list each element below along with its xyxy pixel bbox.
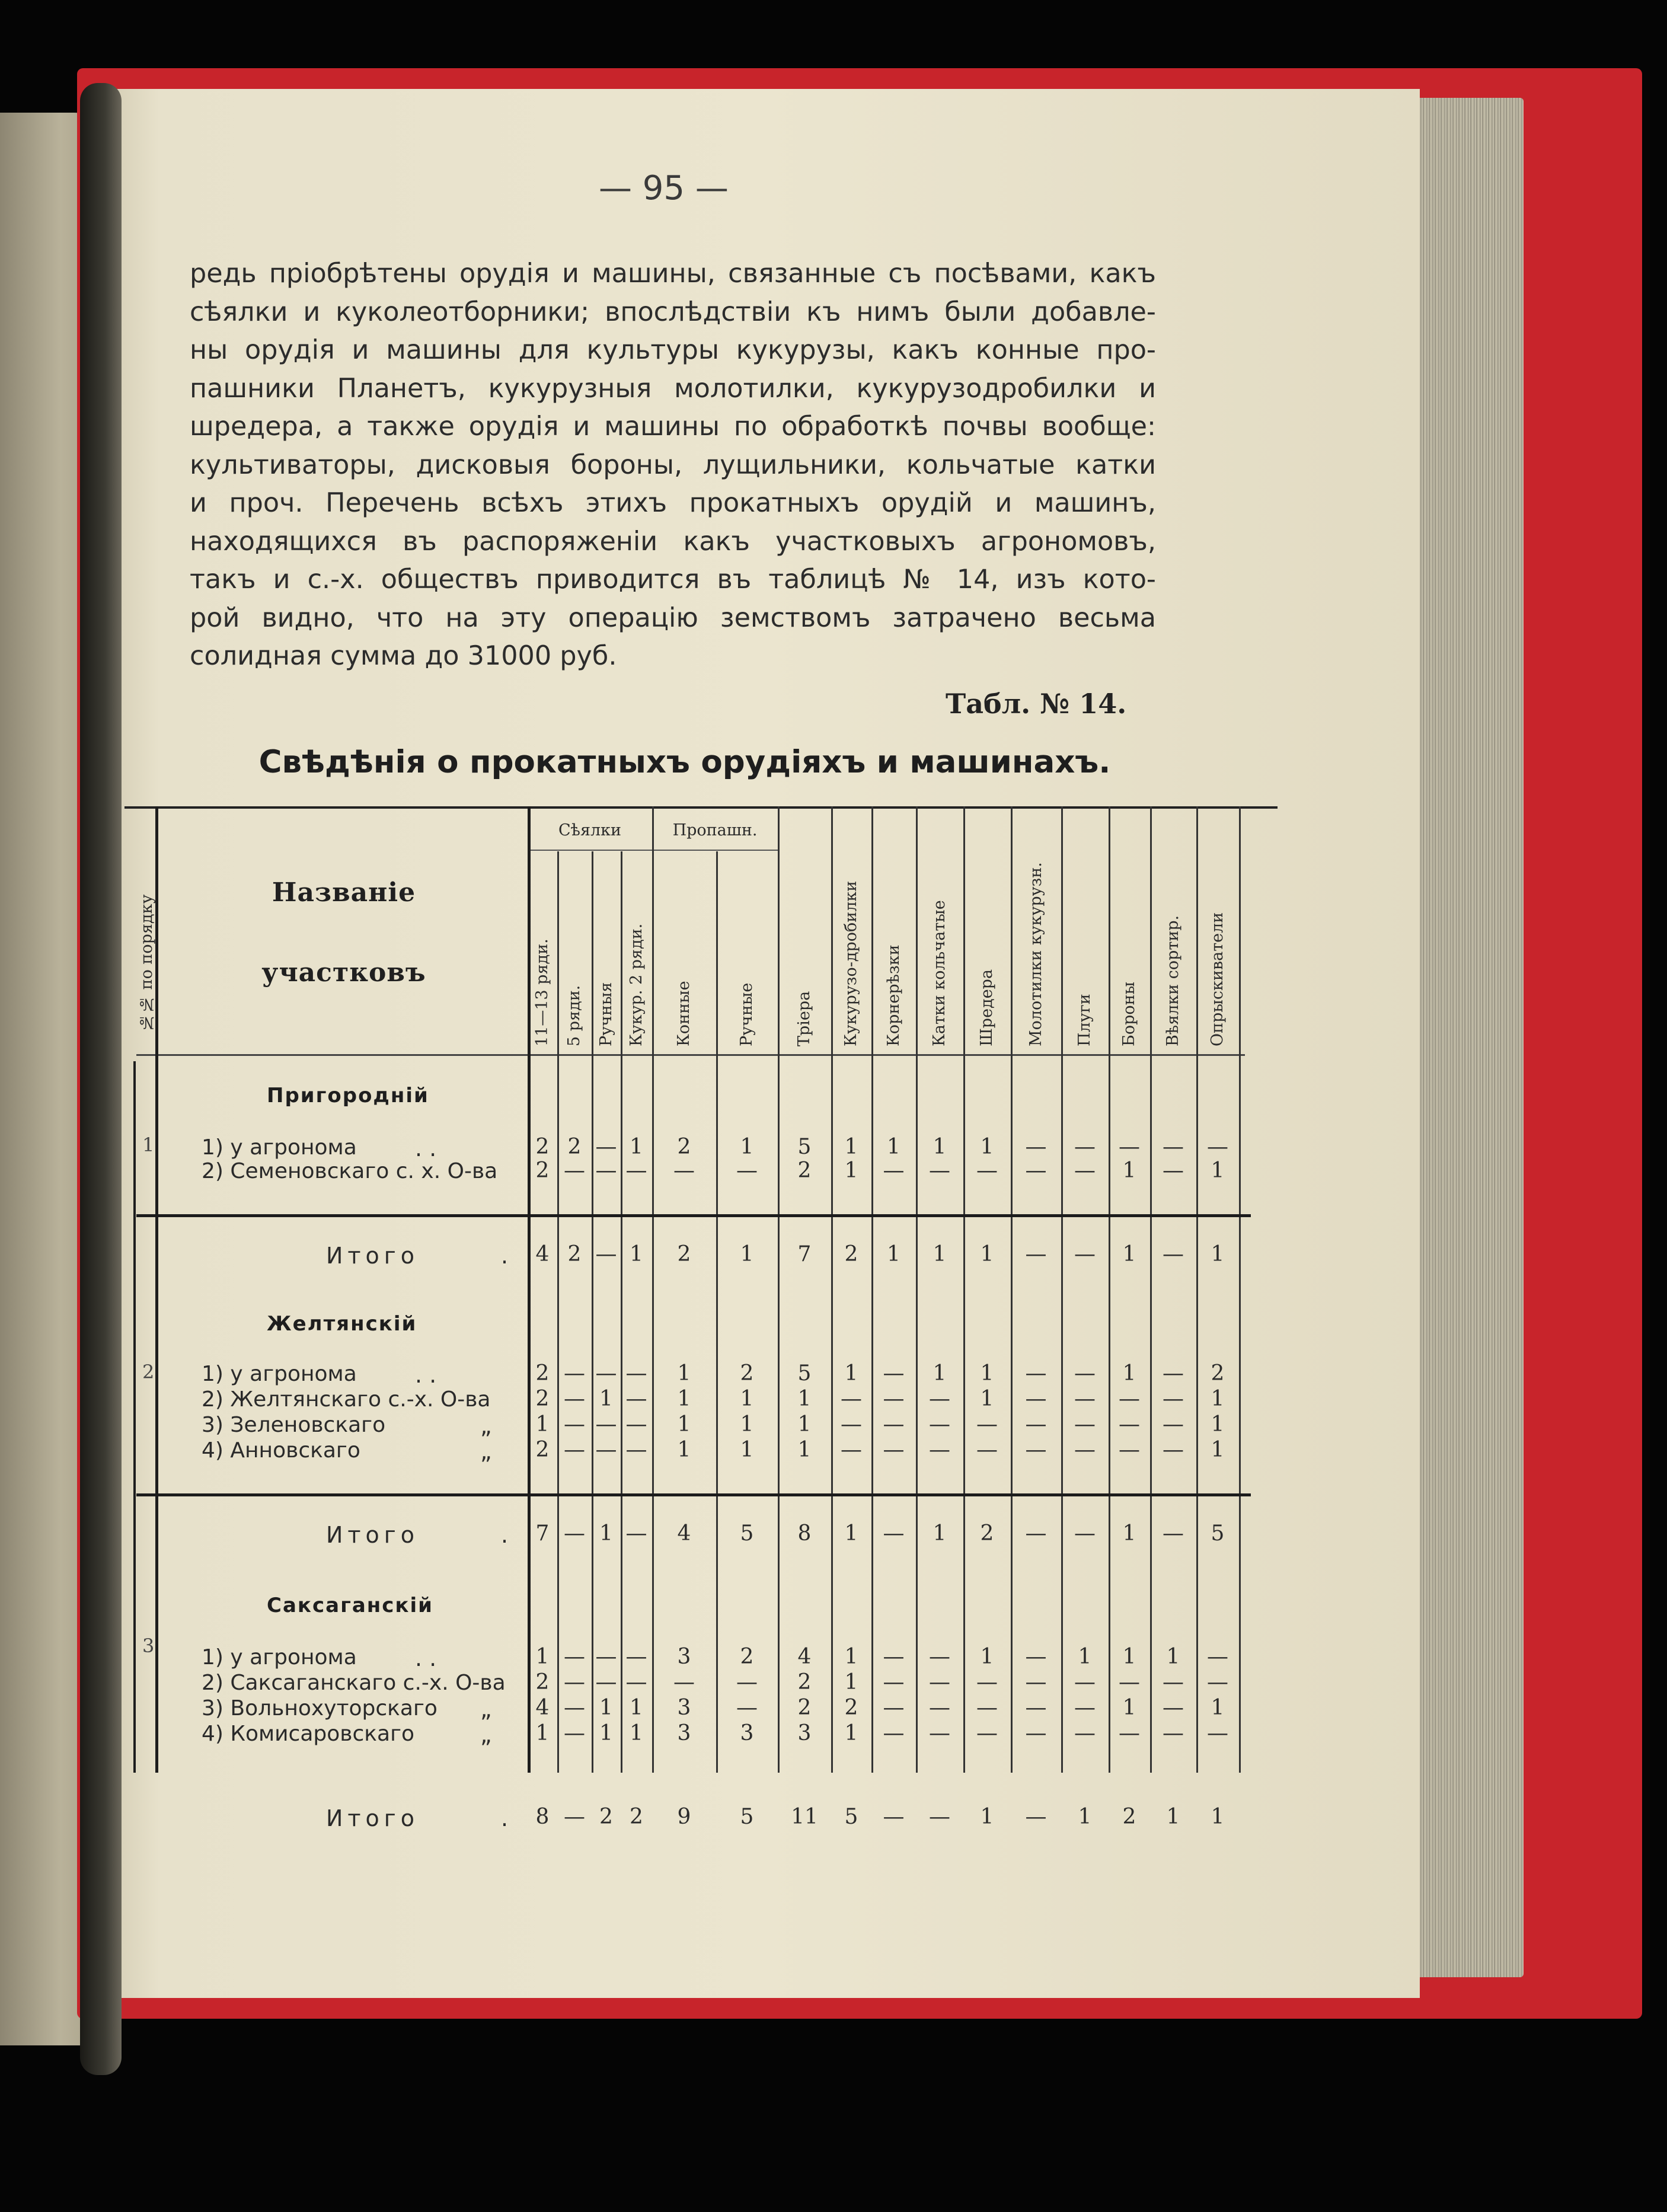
table-cell: —	[673, 1670, 695, 1694]
total-cell: 2	[677, 1242, 691, 1266]
total-cell: 1	[630, 1242, 643, 1266]
table-cell: —	[1074, 1721, 1096, 1745]
total-cell: —	[1025, 1521, 1047, 1546]
table-cell: 1	[740, 1135, 754, 1159]
table-cell: —	[564, 1387, 585, 1411]
table-cell: 2	[535, 1158, 550, 1183]
total-cell: 1	[887, 1242, 900, 1266]
table-cell: 2	[844, 1696, 858, 1720]
table-cell: —	[595, 1670, 617, 1694]
total-cell: 1	[1122, 1242, 1136, 1266]
total-cell: 2	[567, 1242, 582, 1266]
text-line: солидная сумма до 31000 руб.	[190, 641, 617, 671]
table-cell: —	[1074, 1438, 1096, 1462]
column-line	[652, 806, 654, 1773]
total-cell: —	[1025, 1242, 1047, 1266]
total-cell: 2	[980, 1521, 994, 1546]
table-cell: 1	[1166, 1645, 1180, 1669]
table-cell: 1	[1122, 1645, 1136, 1669]
book-gutter	[80, 83, 122, 2075]
table-cell: 1	[797, 1438, 812, 1462]
table-cell: —	[564, 1645, 585, 1669]
table-cell: —	[1163, 1387, 1184, 1411]
text-line: рой видно, что на эту операцію земствомъ затрачено весьма	[190, 602, 1156, 633]
table-cell: —	[1074, 1135, 1096, 1159]
total-label: Итого	[326, 1243, 420, 1269]
table-cell: 1	[740, 1438, 754, 1462]
table-cell: —	[564, 1696, 585, 1720]
table-cell: 5	[797, 1361, 812, 1386]
total-cell: 1	[980, 1805, 994, 1829]
table-cell: 1	[535, 1645, 550, 1669]
table-cell: —	[1025, 1412, 1047, 1437]
column-line	[963, 806, 965, 1773]
table-cell: —	[1119, 1438, 1140, 1462]
table-cell: 1	[1211, 1438, 1225, 1462]
column-line	[916, 806, 918, 1773]
total-cell: 2	[844, 1242, 858, 1266]
table-cell: —	[1025, 1361, 1047, 1386]
total-cell: 1	[1211, 1805, 1225, 1829]
table-cell: —	[1163, 1361, 1184, 1386]
table-cell: 1	[630, 1135, 643, 1159]
column-header: Ручные	[737, 982, 756, 1046]
total-cell: 7	[535, 1521, 550, 1546]
row-label: 3) Зеленовскаго	[202, 1413, 386, 1437]
total-cell: —	[1163, 1242, 1184, 1266]
table-cell: 1	[1122, 1158, 1136, 1183]
row-dots: „	[480, 1696, 492, 1722]
table-cell: 1	[677, 1387, 691, 1411]
table-cell: —	[625, 1438, 647, 1462]
total-cell: 1	[1078, 1805, 1092, 1829]
table-cell: —	[883, 1670, 905, 1694]
table-cell: —	[976, 1158, 998, 1183]
row-label: 1) у агронома	[202, 1362, 357, 1386]
district-title: Желтянскій	[267, 1312, 417, 1336]
row-dots: „	[480, 1438, 492, 1464]
table-cell: —	[1119, 1387, 1140, 1411]
table-cell: 1	[535, 1721, 550, 1745]
table-cell: —	[976, 1670, 998, 1694]
table-cell: 2	[535, 1438, 550, 1462]
column-line	[1150, 806, 1152, 1773]
table-cell: —	[883, 1412, 905, 1437]
table-cell: —	[736, 1670, 758, 1694]
table-cell: —	[1207, 1645, 1228, 1669]
table-cell: 1	[599, 1387, 613, 1411]
table-cell: —	[883, 1361, 905, 1386]
table-cell: —	[625, 1645, 647, 1669]
column-line	[621, 851, 622, 1773]
num-col-header: №№ по порядку	[138, 894, 156, 1032]
row-dots: „	[480, 1413, 492, 1439]
total-cell: 8	[535, 1805, 550, 1829]
district-number: 2	[142, 1361, 155, 1383]
table-cell: 1	[1211, 1387, 1225, 1411]
total-cell: —	[1163, 1521, 1184, 1546]
table-number: Табл. № 14.	[946, 688, 1127, 720]
row-dots: „	[480, 1722, 492, 1748]
total-cell: 5	[1211, 1521, 1225, 1546]
table-cell: 1	[677, 1438, 691, 1462]
column-header: Ручныя	[596, 982, 615, 1046]
table-cell: 1	[740, 1387, 754, 1411]
text-line: такъ и с.-х. обществъ приводится въ таблицѣ № 14, изъ кото-	[190, 564, 1156, 595]
table-cell: 2	[797, 1670, 812, 1694]
table-cell: —	[595, 1135, 617, 1159]
total-cell: 9	[677, 1805, 691, 1829]
table-cell: 1	[844, 1158, 858, 1183]
row-dots: . .	[415, 1645, 437, 1671]
table-cell: —	[883, 1721, 905, 1745]
table-cell: 1	[1211, 1696, 1225, 1720]
table-cell: 1	[933, 1135, 947, 1159]
table-cell: 1	[980, 1361, 994, 1386]
total-cell: 5	[740, 1521, 754, 1546]
seyalki-group-label: Сѣялки	[558, 821, 621, 840]
district-number: 3	[142, 1635, 155, 1657]
total-cell: —	[564, 1805, 585, 1829]
total-cell: 8	[797, 1521, 812, 1546]
table-cell: —	[595, 1361, 617, 1386]
name-col-header-line2: участковъ	[261, 957, 426, 988]
table-cell: —	[1163, 1158, 1184, 1183]
table-cell: 1	[630, 1696, 643, 1720]
table-top-rule	[124, 806, 1278, 809]
table-cell: 2	[1211, 1361, 1225, 1386]
district-title: Пригородній	[267, 1084, 429, 1107]
propashn-group-rule	[652, 850, 778, 851]
total-cell: 1	[980, 1242, 994, 1266]
table-cell: —	[1025, 1721, 1047, 1745]
total-dot: .	[501, 1522, 509, 1548]
table-cell: 1	[1211, 1158, 1225, 1183]
seyalki-group-rule	[528, 850, 652, 851]
table-cell: —	[1025, 1158, 1047, 1183]
table-cell: 1	[797, 1412, 812, 1437]
row-label: 1) у агронома	[202, 1135, 357, 1160]
table-cell: —	[883, 1438, 905, 1462]
text-line: шредера, а также орудія и машины по обработкѣ почвы вообще:	[190, 411, 1156, 442]
column-line	[871, 806, 873, 1773]
table-title: Свѣдѣнія о прокатныхъ орудіяхъ и машинахъ.	[258, 744, 1111, 780]
table-cell: —	[564, 1412, 585, 1437]
table-cell: —	[929, 1387, 950, 1411]
table-cell: 2	[797, 1696, 812, 1720]
table-cell: —	[1074, 1361, 1096, 1386]
table-cell: —	[976, 1438, 998, 1462]
total-cell: 2	[599, 1805, 613, 1829]
table-cell: —	[1163, 1438, 1184, 1462]
total-cell: —	[883, 1521, 905, 1546]
district-title: Саксаганскій	[267, 1594, 433, 1617]
propashn-group-label: Пропашн.	[672, 821, 758, 840]
column-line	[1196, 806, 1198, 1773]
total-cell: 11	[791, 1805, 818, 1829]
column-header: Кукурузо-дробилки	[842, 880, 860, 1046]
table-cell: —	[1163, 1135, 1184, 1159]
total-cell: 1	[933, 1521, 947, 1546]
table-cell: 1	[844, 1361, 858, 1386]
table-cell: —	[883, 1387, 905, 1411]
text-line: редь пріобрѣтены орудія и машины, связанные съ посѣвами, какъ	[190, 258, 1156, 289]
total-cell: 2	[630, 1805, 643, 1829]
table-cell: 4	[535, 1696, 550, 1720]
total-label: Итого	[326, 1522, 420, 1548]
table-cell: 1	[844, 1135, 858, 1159]
row-label: 2) Семеновскаго с. х. О-ва	[202, 1159, 498, 1183]
column-header: Катки кольчатые	[930, 900, 949, 1046]
table-cell: —	[841, 1412, 862, 1437]
table-cell: —	[883, 1696, 905, 1720]
table-cell: 1	[630, 1721, 643, 1745]
table-cell: 3	[740, 1721, 754, 1745]
table-cell: 3	[677, 1721, 691, 1745]
table-cell: 1	[980, 1387, 994, 1411]
table-cell: 1	[980, 1135, 994, 1159]
column-line	[831, 806, 833, 1773]
column-header: 5 ряди.	[565, 985, 583, 1046]
table-cell: 3	[677, 1696, 691, 1720]
total-cell: 1	[1122, 1521, 1136, 1546]
row-label: 1) у агронома	[202, 1645, 357, 1670]
column-header: Плуги	[1075, 994, 1094, 1046]
table-cell: —	[883, 1158, 905, 1183]
row-label: 4) Анновскаго	[202, 1438, 360, 1463]
table-cell: 1	[980, 1645, 994, 1669]
total-cell: —	[1074, 1521, 1096, 1546]
total-dot: .	[501, 1243, 509, 1269]
column-header: Кукур. 2 ряди.	[627, 923, 646, 1046]
table-cell: —	[1025, 1438, 1047, 1462]
column-header: Бороны	[1120, 981, 1138, 1046]
table-cell: 1	[844, 1670, 858, 1694]
table-cell: —	[595, 1412, 617, 1437]
text-line: сѣялки и куколеотборники; впослѣдствіи къ нимъ были добавле-	[190, 296, 1156, 327]
name-col-line	[133, 1061, 136, 1773]
table-cell: 1	[599, 1696, 613, 1720]
total-cell: 5	[844, 1805, 858, 1829]
table-cell: —	[1119, 1721, 1140, 1745]
table-cell: —	[1025, 1696, 1047, 1720]
table-cell: 2	[797, 1158, 812, 1183]
table-cell: —	[625, 1361, 647, 1386]
column-header: Корнерѣзки	[884, 944, 903, 1046]
table-cell: 1	[1122, 1696, 1136, 1720]
table-cell: —	[595, 1158, 617, 1183]
table-cell: 1	[1211, 1412, 1225, 1437]
total-cell: 1	[844, 1521, 858, 1546]
table-cell: —	[564, 1670, 585, 1694]
total-dot: .	[501, 1805, 509, 1831]
total-cell: 1	[933, 1242, 947, 1266]
table-cell: 1	[740, 1412, 754, 1437]
table-cell: —	[1074, 1696, 1096, 1720]
table-cell: —	[625, 1412, 647, 1437]
header-bottom-rule	[136, 1054, 1245, 1056]
table-cell: 2	[567, 1135, 582, 1159]
body-paragraph	[190, 255, 1156, 676]
page-number: — 95 —	[599, 169, 729, 208]
table-cell: —	[736, 1158, 758, 1183]
total-label: Итого	[326, 1805, 420, 1831]
table-cell: —	[1119, 1412, 1140, 1437]
table-cell: 2	[535, 1361, 550, 1386]
table-cell: 1	[844, 1645, 858, 1669]
total-cell: —	[883, 1805, 905, 1829]
table-cell: 1	[599, 1721, 613, 1745]
text-line: пашники Планетъ, кукурузныя молотилки, кукурузодробилки и	[190, 373, 1156, 404]
column-line	[557, 851, 559, 1773]
total-cell: 1	[1166, 1805, 1180, 1829]
table-cell: 4	[797, 1645, 812, 1669]
text-line: культиваторы, дисковыя бороны, лущильники, кольчатые катки	[190, 449, 1156, 480]
table-cell: —	[976, 1721, 998, 1745]
table-cell: 1	[933, 1361, 947, 1386]
column-line	[1109, 806, 1110, 1773]
total-cell: —	[595, 1242, 617, 1266]
text-line: и проч. Перечень всѣхъ этихъ прокатныхъ орудій и машинъ,	[190, 488, 1156, 518]
table-cell: —	[1025, 1135, 1047, 1159]
name-col-header-line1: Названіе	[272, 877, 416, 908]
column-line	[1061, 806, 1063, 1773]
total-cell: 1	[1211, 1242, 1225, 1266]
table-cell: 5	[797, 1135, 812, 1159]
table-cell: 2	[740, 1361, 754, 1386]
total-cell: —	[1074, 1242, 1096, 1266]
table-cell: —	[1025, 1645, 1047, 1669]
row-dots: . .	[415, 1135, 437, 1161]
total-cell: 1	[740, 1242, 754, 1266]
table-cell: —	[929, 1670, 950, 1694]
total-cell: 7	[797, 1242, 812, 1266]
table-cell: —	[1119, 1135, 1140, 1159]
column-line	[778, 806, 780, 1773]
table-cell: —	[1025, 1387, 1047, 1411]
table-cell: —	[625, 1158, 647, 1183]
table-cell: —	[976, 1412, 998, 1437]
column-line	[592, 851, 593, 1773]
total-cell: —	[929, 1805, 950, 1829]
column-header: Тріера	[795, 991, 813, 1046]
section-total-rule	[136, 1214, 1251, 1217]
column-line	[1239, 806, 1241, 1773]
table-cell: —	[595, 1645, 617, 1669]
table-cell: 2	[677, 1135, 691, 1159]
text-line: находящихся въ распоряженіи какъ участковыхъ агрономовъ,	[190, 526, 1156, 557]
column-header: Шредера	[978, 969, 996, 1046]
total-cell: 4	[677, 1521, 691, 1546]
table-cell: —	[625, 1670, 647, 1694]
district-number: 1	[142, 1134, 155, 1156]
table-cell: 3	[677, 1645, 691, 1669]
table-cell: —	[929, 1721, 950, 1745]
table-cell: —	[673, 1158, 695, 1183]
total-cell: 4	[535, 1242, 550, 1266]
table-cell: —	[1074, 1670, 1096, 1694]
row-label: 3) Вольнохуторскаго	[202, 1696, 437, 1721]
table-cell: —	[1163, 1670, 1184, 1694]
total-cell: 1	[599, 1521, 613, 1546]
table-cell: —	[564, 1721, 585, 1745]
table-cell: —	[736, 1696, 758, 1720]
table-cell: 1	[677, 1361, 691, 1386]
table-cell: —	[929, 1645, 950, 1669]
table-cell: 2	[535, 1135, 550, 1159]
table-cell: —	[841, 1438, 862, 1462]
table-cell: —	[1074, 1158, 1096, 1183]
table-cell: —	[929, 1438, 950, 1462]
table-cell: 1	[844, 1721, 858, 1745]
table-cell: 2	[740, 1645, 754, 1669]
total-cell: 2	[1122, 1805, 1136, 1829]
table-cell: —	[1207, 1135, 1228, 1159]
table-cell: —	[929, 1696, 950, 1720]
row-dots: . .	[415, 1362, 437, 1388]
total-cell: —	[625, 1521, 647, 1546]
table-cell: —	[1163, 1721, 1184, 1745]
table-cell: 2	[535, 1387, 550, 1411]
table-cell: —	[564, 1361, 585, 1386]
table-cell: —	[1025, 1670, 1047, 1694]
total-cell: —	[1025, 1805, 1047, 1829]
total-cell: —	[564, 1521, 585, 1546]
total-cell: 5	[740, 1805, 754, 1829]
table-cell: 1	[677, 1412, 691, 1437]
column-header: Молотилки кукурузн.	[1026, 862, 1045, 1046]
table-cell: 1	[887, 1135, 900, 1159]
table-cell: —	[564, 1158, 585, 1183]
table-cell: —	[929, 1412, 950, 1437]
table-cell: 2	[535, 1670, 550, 1694]
section-total-rule	[136, 1493, 1251, 1496]
column-line	[1011, 806, 1013, 1773]
table-cell: —	[1074, 1387, 1096, 1411]
table-cell: —	[1119, 1670, 1140, 1694]
table-cell: —	[929, 1158, 950, 1183]
table-cell: —	[1074, 1412, 1096, 1437]
table-cell: 1	[1122, 1361, 1136, 1386]
row-label: 2) Саксаганскаго с.-х. О-ва	[202, 1671, 506, 1695]
table-cell: 1	[1078, 1645, 1092, 1669]
table-cell: —	[1207, 1721, 1228, 1745]
column-header: 11—13 ряди.	[533, 939, 551, 1046]
row-label: 2) Желтянскаго с.-х. О-ва	[202, 1387, 491, 1412]
table-cell: 1	[797, 1387, 812, 1411]
table-cell: 1	[535, 1412, 550, 1437]
table-cell: —	[1163, 1412, 1184, 1437]
table-cell: —	[1207, 1670, 1228, 1694]
column-header: Опрыскиватели	[1208, 912, 1227, 1046]
table-cell: —	[976, 1696, 998, 1720]
table-cell: —	[883, 1645, 905, 1669]
table-cell: —	[595, 1438, 617, 1462]
table-cell: 3	[797, 1721, 812, 1745]
table-cell: —	[1163, 1696, 1184, 1720]
column-header: Конные	[675, 981, 693, 1046]
text-line: ны орудія и машины для культуры кукурузы, какъ конные про-	[190, 335, 1156, 365]
column-line	[716, 851, 718, 1773]
column-header: Вѣялки сортир.	[1164, 915, 1182, 1046]
row-label: 4) Комисаровскаго	[202, 1722, 415, 1746]
table-cell: —	[564, 1438, 585, 1462]
table-cell: —	[841, 1387, 862, 1411]
table-cell: —	[625, 1387, 647, 1411]
column-line	[528, 806, 531, 1773]
